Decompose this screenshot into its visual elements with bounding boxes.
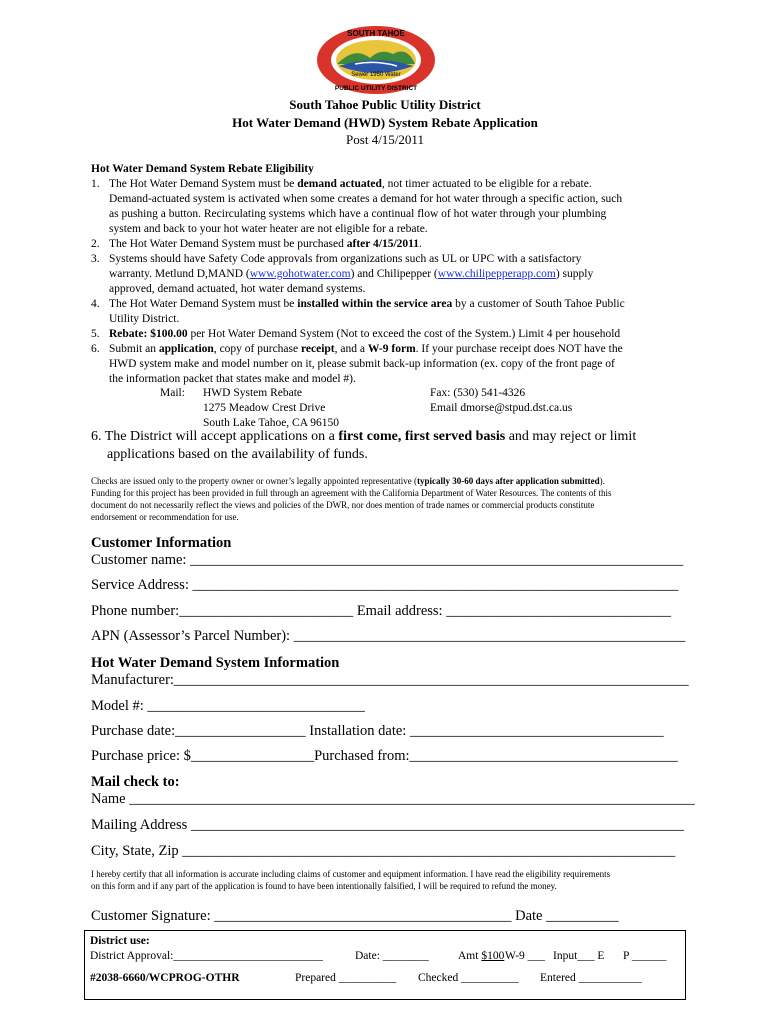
- model-field[interactable]: Model #: ______________________________: [91, 698, 365, 714]
- entered-field[interactable]: Entered ___________: [540, 972, 642, 984]
- purchase-price-field[interactable]: Purchase price: $_________________Purchased from:_____________________________________: [91, 748, 678, 764]
- eligibility-item-3-line: approved, demand actuated, hot water demand systems.: [109, 283, 366, 295]
- district-use-box: [84, 930, 686, 1000]
- district-approval-field[interactable]: District Approval:__________________________: [90, 950, 323, 962]
- mailing-address-field[interactable]: Mailing Address ____________________________________________________________________: [91, 817, 684, 833]
- mail-address-1: HWD System Rebate: [203, 387, 303, 399]
- eligibility-item-3-line: warranty. Metlund D,MAND (www.gohotwater.com) and Chilipepper (www.chilipepperapp.com) supply: [109, 268, 594, 280]
- eligibility-item-1-line: as pushing a button. Recirculating systems which have a continual flow of hot water through your plumbing: [109, 208, 607, 220]
- fax-number: Fax: (530) 541-4326: [430, 387, 526, 399]
- first-come-notice: 6. The District will accept applications on a first come, first served basis and may reject or limit applications based on the availability of funds.: [91, 429, 637, 462]
- eligibility-item-6-line: the information packet that states make and model #).: [109, 373, 356, 385]
- checked-field[interactable]: Checked __________: [418, 972, 519, 984]
- eligibility-item-6: 6. Submit an application, copy of purchase receipt, and a W-9 form. If your purchase receipt does NOT have the: [91, 343, 623, 355]
- mail-check-heading: Mail check to:: [91, 774, 180, 790]
- p-field[interactable]: P ______: [623, 950, 667, 962]
- mail-address-3: South Lake Tahoe, CA 96150: [203, 417, 340, 429]
- district-date-field[interactable]: Date: ________: [355, 950, 429, 962]
- prepared-field[interactable]: Prepared __________: [295, 972, 397, 984]
- district-logo: [315, 24, 437, 96]
- city-state-zip-field[interactable]: City, State, Zip ____________________________________________________________________: [91, 843, 676, 859]
- eligibility-item-1-line: system and back to your hot water heater are not eligible for a rebate.: [109, 223, 428, 235]
- system-info-heading: Hot Water Demand System Information: [91, 655, 340, 671]
- input-field[interactable]: Input___ E: [553, 950, 605, 962]
- mail-name-field[interactable]: Name ______________________________________________________________________________: [91, 791, 695, 807]
- purchase-date-field[interactable]: Purchase date:__________________ Installation date: ___________________________________: [91, 723, 664, 739]
- org-name: South Tahoe Public Utility District: [289, 97, 481, 112]
- apn-field[interactable]: APN (Assessor’s Parcel Number): ______________________________________________________: [91, 628, 686, 644]
- district-use-heading: District use:: [90, 935, 150, 947]
- eligibility-item-1-line: Demand-actuated system is activated when some creates a demand for hot water through a specific action, such: [109, 193, 623, 205]
- post-date: Post 4/15/2011: [346, 132, 424, 147]
- gohotwater-link[interactable]: www.gohotwater.com: [249, 268, 351, 280]
- eligibility-item-4-line: Utility District.: [109, 313, 180, 325]
- amount-field: Amt $100: [458, 950, 505, 962]
- eligibility-item-5: 5. Rebate: $100.00 per Hot Water Demand System (Not to exceed the cost of the System.) Limit 4 per household: [91, 328, 621, 340]
- eligibility-heading: Hot Water Demand System Rebate Eligibility: [91, 163, 314, 175]
- eligibility-item-2: 2. The Hot Water Demand System must be purchased after 4/15/2011.: [91, 238, 422, 250]
- customer-signature-field[interactable]: Customer Signature: _________________________________________ Date __________: [91, 908, 619, 924]
- disclaimer: Checks are issued only to the property owner or owner’s legally appointed representative (typically 30-60 days after application submitted). Funding for this project has been provided in full through an agreement with the California Department of Water Resources. The contents of this document do not necessarily reflect the views and policies of the DWR, nor does mention of trade names or commercial products constitute endorsement or recommendation for use.: [91, 476, 612, 522]
- certification-text: I hereby certify that all information is accurate including claims of customer and equipment information. I have read the eligibility requirements on this form and if any part of the application is found to have been intentionally falsified, I will be required to refund the money.: [91, 869, 611, 891]
- contact-email: Email dmorse@stpud.dst.ca.us: [430, 402, 573, 414]
- customer-info-heading: Customer Information: [91, 535, 232, 551]
- phone-email-field[interactable]: Phone number:________________________ Email address: _______________________________: [91, 603, 671, 619]
- eligibility-item-4: 4. The Hot Water Demand System must be installed within the service area by a customer of South Tahoe Public: [91, 298, 625, 310]
- w9-field[interactable]: W-9 ___: [505, 950, 545, 962]
- eligibility-item-3: 3. Systems should have Safety Code approvals from organizations such as UL or UPC with a satisfactory: [91, 253, 582, 265]
- service-address-field[interactable]: Service Address: ___________________________________________________________________: [91, 577, 679, 593]
- form-title: Hot Water Demand (HWD) System Rebate Application: [232, 115, 538, 130]
- chilipepper-link[interactable]: www.chilipepperapp.com: [437, 268, 556, 280]
- mail-label: Mail:: [160, 387, 185, 399]
- customer-name-field[interactable]: Customer name: ____________________________________________________________________: [91, 552, 684, 568]
- eligibility-item-6-line: HWD system make and model number on it, please submit back-up information (ex. copy of the front page of: [109, 358, 615, 370]
- eligibility-section: [91, 162, 691, 387]
- logo-top-text: SOUTH TAHOE: [347, 29, 405, 38]
- eligibility-item-1: 1. The Hot Water Demand System must be demand actuated, not timer actuated to be eligible for a rebate.: [91, 178, 592, 190]
- logo-band-text: Sewer 1950 Water: [351, 72, 401, 78]
- manufacturer-field[interactable]: Manufacturer:_______________________________________________________________________: [91, 672, 689, 688]
- mail-address-2: 1275 Meadow Crest Drive: [203, 402, 326, 414]
- program-code: #2038-6660/WCPROG-OTHR: [90, 972, 240, 984]
- logo-bottom-text: PUBLIC UTILITY DISTRICT: [334, 85, 418, 92]
